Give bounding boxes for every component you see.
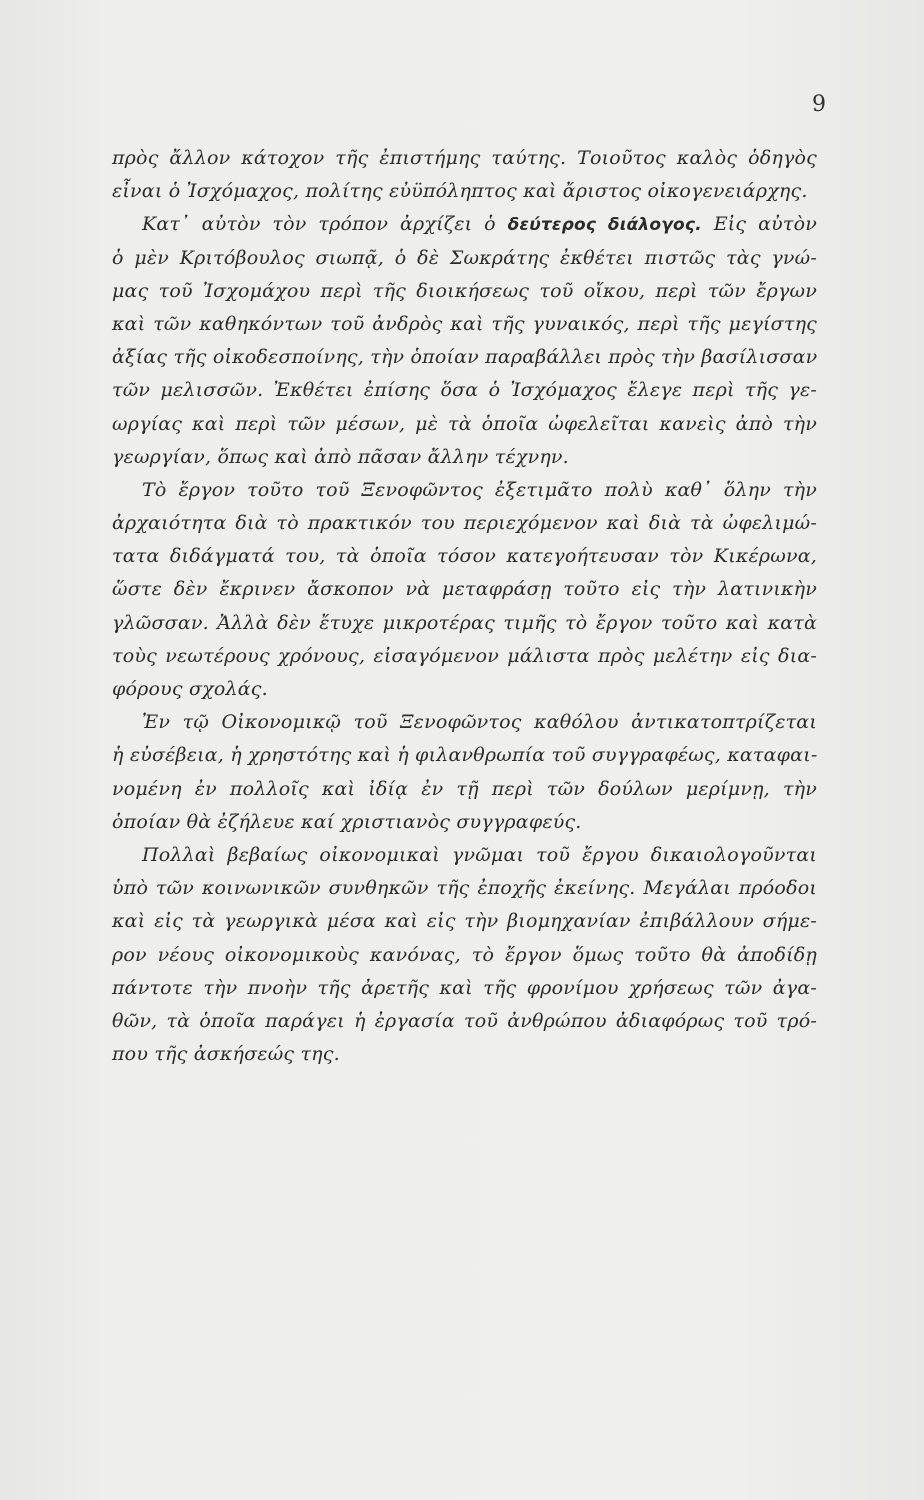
text-line: ὑπὸ τῶν κοινωνικῶν συνθηκῶν τῆς ἐποχῆς ἐκείνης. Μεγάλαι πρόοδοι: [112, 877, 817, 900]
text-line: τατα διδάγματά του, τὰ ὁποῖα τόσον κατεγοήτευσαν τὸν Κικέρωνα,: [112, 545, 817, 568]
text-line: Τὸ ἔργον τοῦτο τοῦ Ξενοφῶντος ἐξετιμᾶτο πολὺ καθ᾽ ὅλην τὴν: [142, 478, 817, 501]
text-line: φόρους σχολάς.: [112, 678, 268, 700]
text-line-with-heading: [112, 208, 817, 241]
text-line: θῶν, τὰ ὁποῖα παράγει ἡ ἐργασία τοῦ ἀνθρώπου ἀδιαφόρως τοῦ τρό-: [112, 1009, 817, 1032]
text-line: Ἐν τῷ Οἰκονομικῷ τοῦ Ξενοφῶντος καθόλου ἀντικατοπτρίζεται: [142, 711, 817, 734]
dialogue-heading: δεύτερος διάλογος.: [507, 215, 702, 236]
text-line: που τῆς ἀσκήσεώς της.: [112, 1043, 340, 1066]
text-fragment: Εἰς αὐτὸν: [701, 213, 817, 236]
text-line: ὁποίαν θὰ ἐζήλευε καί χριστιανὸς συγγραφεύς.: [112, 810, 582, 833]
text-fragment: Κατ᾽ αὐτὸν τὸν τρόπον ἀρχίζει ὁ: [142, 213, 508, 236]
text-line: καὶ εἰς τὰ γεωργικὰ μέσα καὶ εἰς τὴν βιομηχανίαν ἐπιβάλλουν σήμε-: [112, 910, 817, 933]
page-number: 9: [812, 92, 826, 117]
text-line: καὶ τῶν καθηκόντων τοῦ ἀνδρὸς καὶ τῆς γυναικός, περὶ τῆς μεγίστης: [112, 312, 817, 335]
text-line: μας τοῦ Ἰσχομάχου περὶ τῆς διοικήσεως τοῦ οἴκου, περὶ τῶν ἔργων: [112, 279, 817, 302]
text-line: γεωργίαν, ὅπως καὶ ἀπὸ πᾶσαν ἄλλην τέχνην.: [112, 445, 569, 468]
text-line: πρὸς ἄλλον κάτοχον τῆς ἐπιστήμης ταύτης. Τοιοῦτος καλὸς ὁδηγὸς: [112, 147, 817, 169]
text-line: πάντοτε τὴν πνοὴν τῆς ἀρετῆς καὶ τῆς φρονίμου χρήσεως τῶν ἀγα-: [112, 976, 817, 999]
body-text: [112, 142, 817, 1071]
text-line: ωργίας καὶ περὶ τῶν μέσων, μὲ τὰ ὁποῖα ὠφελεῖται κανεὶς ἀπὸ τὴν: [112, 412, 817, 435]
text-line: ἡ εὐσέβεια, ἡ χρηστότης καὶ ἡ φιλανθρωπία τοῦ συγγραφέως, καταφαι-: [112, 744, 818, 767]
text-line: νομένη ἐν πολλοῖς καὶ ἰδίᾳ ἐν τῇ περὶ τῶν δούλων μερίμνῃ, τὴν: [112, 777, 817, 800]
text-line: ἀρχαιότητα διὰ τὸ πρακτικόν του περιεχόμενον καὶ διὰ τὰ ὠφελιμώ-: [112, 512, 817, 535]
text-line: ρον νέους οἰκονομικοὺς κανόνας, τὸ ἔργον ὅμως τοῦτο θὰ ἀποδίδῃ: [112, 943, 817, 966]
text-line: Πολλαὶ βεβαίως οἰκονομικαὶ γνῶμαι τοῦ ἔργου δικαιολογοῦνται: [142, 843, 817, 866]
text-line: τῶν μελισσῶν. Ἐκθέτει ἐπίσης ὅσα ὁ Ἰσχόμαχος ἔλεγε περὶ τῆς γε-: [112, 379, 817, 402]
text-line: γλῶσσαν. Ἀλλὰ δὲν ἔτυχε μικροτέρας τιμῆς τὸ ἔργον τοῦτο καὶ κατὰ: [112, 611, 817, 634]
text-line: ἀξίας τῆς οἰκοδεσποίνης, τὴν ὁποίαν παραβάλλει πρὸς τὴν βασίλισσαν: [112, 346, 818, 369]
text-line: τοὺς νεωτέρους χρόνους, εἰσαγόμενον μάλιστα πρὸς μελέτην εἰς δια-: [112, 644, 817, 667]
text-line: ὥστε δὲν ἔκρινεν ἄσκοπον νὰ μεταφράσῃ τοῦτο εἰς τὴν λατινικὴν: [112, 578, 817, 601]
text-line: εἶναι ὁ Ἰσχόμαχος, πολίτης εὐϋπόληπτος καὶ ἄριστος οἰκογενειάρχης.: [112, 180, 808, 203]
text-line: ὁ μὲν Κριτόβουλος σιωπᾷ, ὁ δὲ Σωκράτης ἐκθέτει πιστῶς τὰς γνώ-: [112, 246, 817, 269]
